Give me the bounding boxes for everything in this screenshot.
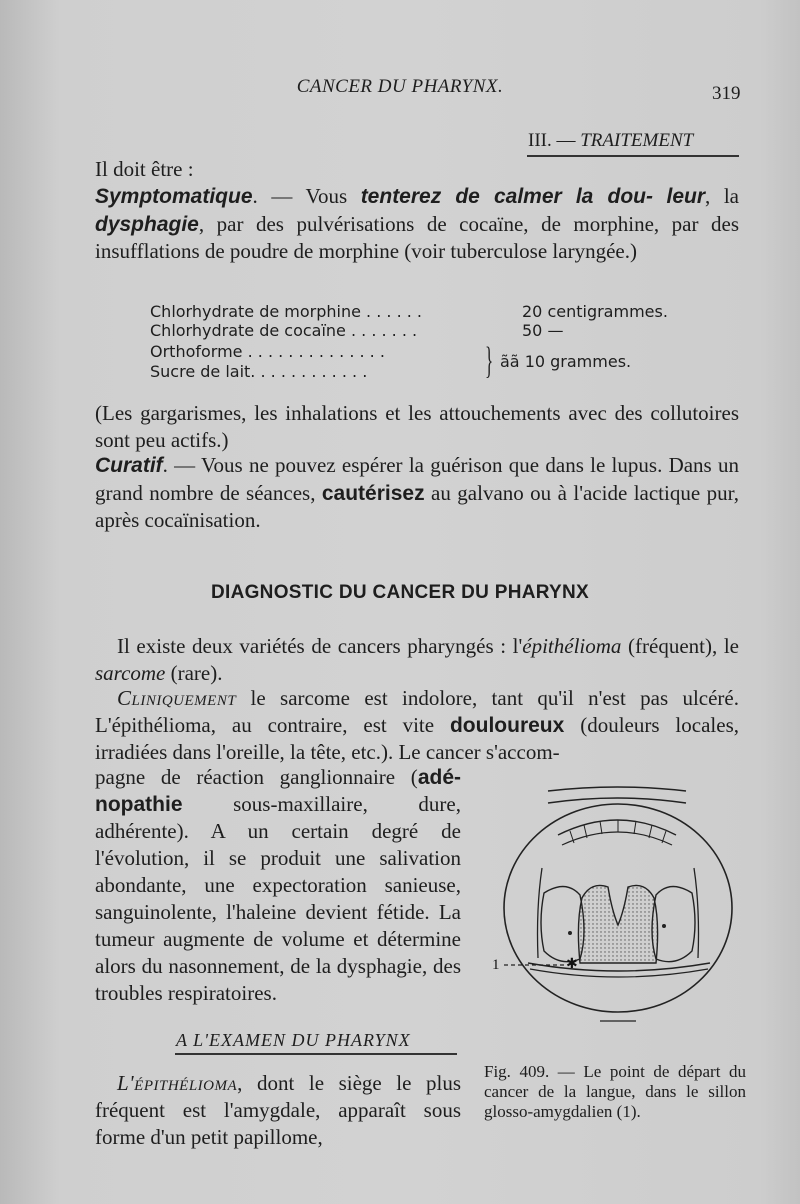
section-number: III. — <box>528 130 576 151</box>
curative-paragraph: Curatif. — Vous ne pouvez espérer la guérison que dans le lupus. Dans un grand nombre de séances, cautérisez au galvano ou à l'acide lactique pur, après cocaïnisation. <box>95 453 739 532</box>
prescription-qty: 50 — <box>522 321 564 340</box>
exam-rule <box>175 1053 457 1055</box>
right-tonsil <box>652 886 695 961</box>
prescription-combined-qty: ãã 10 grammes. <box>500 352 632 371</box>
tonsil-dot <box>662 924 666 928</box>
left-tonsil <box>541 886 584 961</box>
exam-heading: A L'EXAMEN DU PHARYNX <box>176 1030 411 1050</box>
tooth-separators <box>570 820 666 843</box>
varieties-paragraph: Il existe deux variétés de cancers pharyngés : l'épithélioma (fréquent), le sarcome (rare). <box>95 634 739 685</box>
tongue-edge <box>530 969 708 977</box>
exam-paragraph: L'épithélioma, dont le siège le plus fréquent est l'amygdale, apparaît sous forme d'un petit papillome, <box>95 1071 461 1149</box>
lesion-marker: ✱ <box>566 955 578 971</box>
prescription-item: Chlorhydrate de morphine . . . . . . <box>150 302 422 321</box>
figure-label: 1 <box>492 957 500 973</box>
tongue-edge <box>528 963 710 971</box>
clinical-paragraph-continued: pagne de réaction ganglionnaire (adé- nopathie sous-maxillaire, dure, adhérente). A un certain degré de l'évolution, il se produit une salivation abondante, une expectoration sanieuse, sanguinolente, l'haleine devient fétide. La tumeur augmente de volume et détermine alors du nasonnement, de la dysphagie, des troubles respiratoires. <box>95 765 461 1005</box>
diagnostic-heading: DIAGNOSTIC DU CANCER DU PHARYNX <box>210 582 590 603</box>
uvula-tumor-region <box>578 885 657 963</box>
upper-teeth <box>558 820 676 835</box>
running-title: CANCER DU PHARYNX. <box>296 76 504 97</box>
brace-symbol: } <box>485 340 494 382</box>
prescription-qty: 20 centigrammes. <box>522 302 668 321</box>
prescription-item: Chlorhydrate de cocaïne . . . . . . . <box>150 321 418 340</box>
upper-lip-line <box>548 798 686 803</box>
figure-caption: Fig. 409. — Le point de départ du cancer de la langue, dans le sillon glosso-amygdalien (1). <box>484 1062 746 1121</box>
curative-label: Curatif <box>95 454 163 477</box>
section-heading <box>528 130 693 152</box>
page-number: 319 <box>712 83 741 104</box>
upper-lip-line <box>548 787 686 791</box>
prescription-item: Orthoforme . . . . . . . . . . . . . . <box>150 342 385 361</box>
symptomatic-label: Symptomatique <box>95 185 253 208</box>
pharynx-figure <box>488 783 758 1045</box>
clinical-paragraph: Cliniquement le sarcome est indolore, tant qu'il n'est pas ulcéré. L'épithélioma, au contraire, est vite douloureux (douleurs locales, irradiées dans l'oreille, la tête, etc.). Le cancer s'accom- <box>95 686 739 764</box>
section-title: TRAITEMENT <box>580 130 694 151</box>
upper-teeth <box>562 832 672 845</box>
gargle-note: (Les gargarismes, les inhalations et les attouchements avec des collutoires sont peu actifs.) <box>95 401 739 452</box>
treatment-intro: Il doit être : <box>95 157 194 181</box>
prescription-item: Sucre de lait. . . . . . . . . . . . <box>150 362 368 381</box>
tonsil-dot <box>568 931 572 935</box>
symptomatic-paragraph: Symptomatique. — Vous tenterez de calmer la dou- leur, la dysphagie, par des pulvérisations de cocaïne, de morphine, par des insufflations de poudre de morphine (voir tuberculose laryngée.) <box>95 184 740 263</box>
